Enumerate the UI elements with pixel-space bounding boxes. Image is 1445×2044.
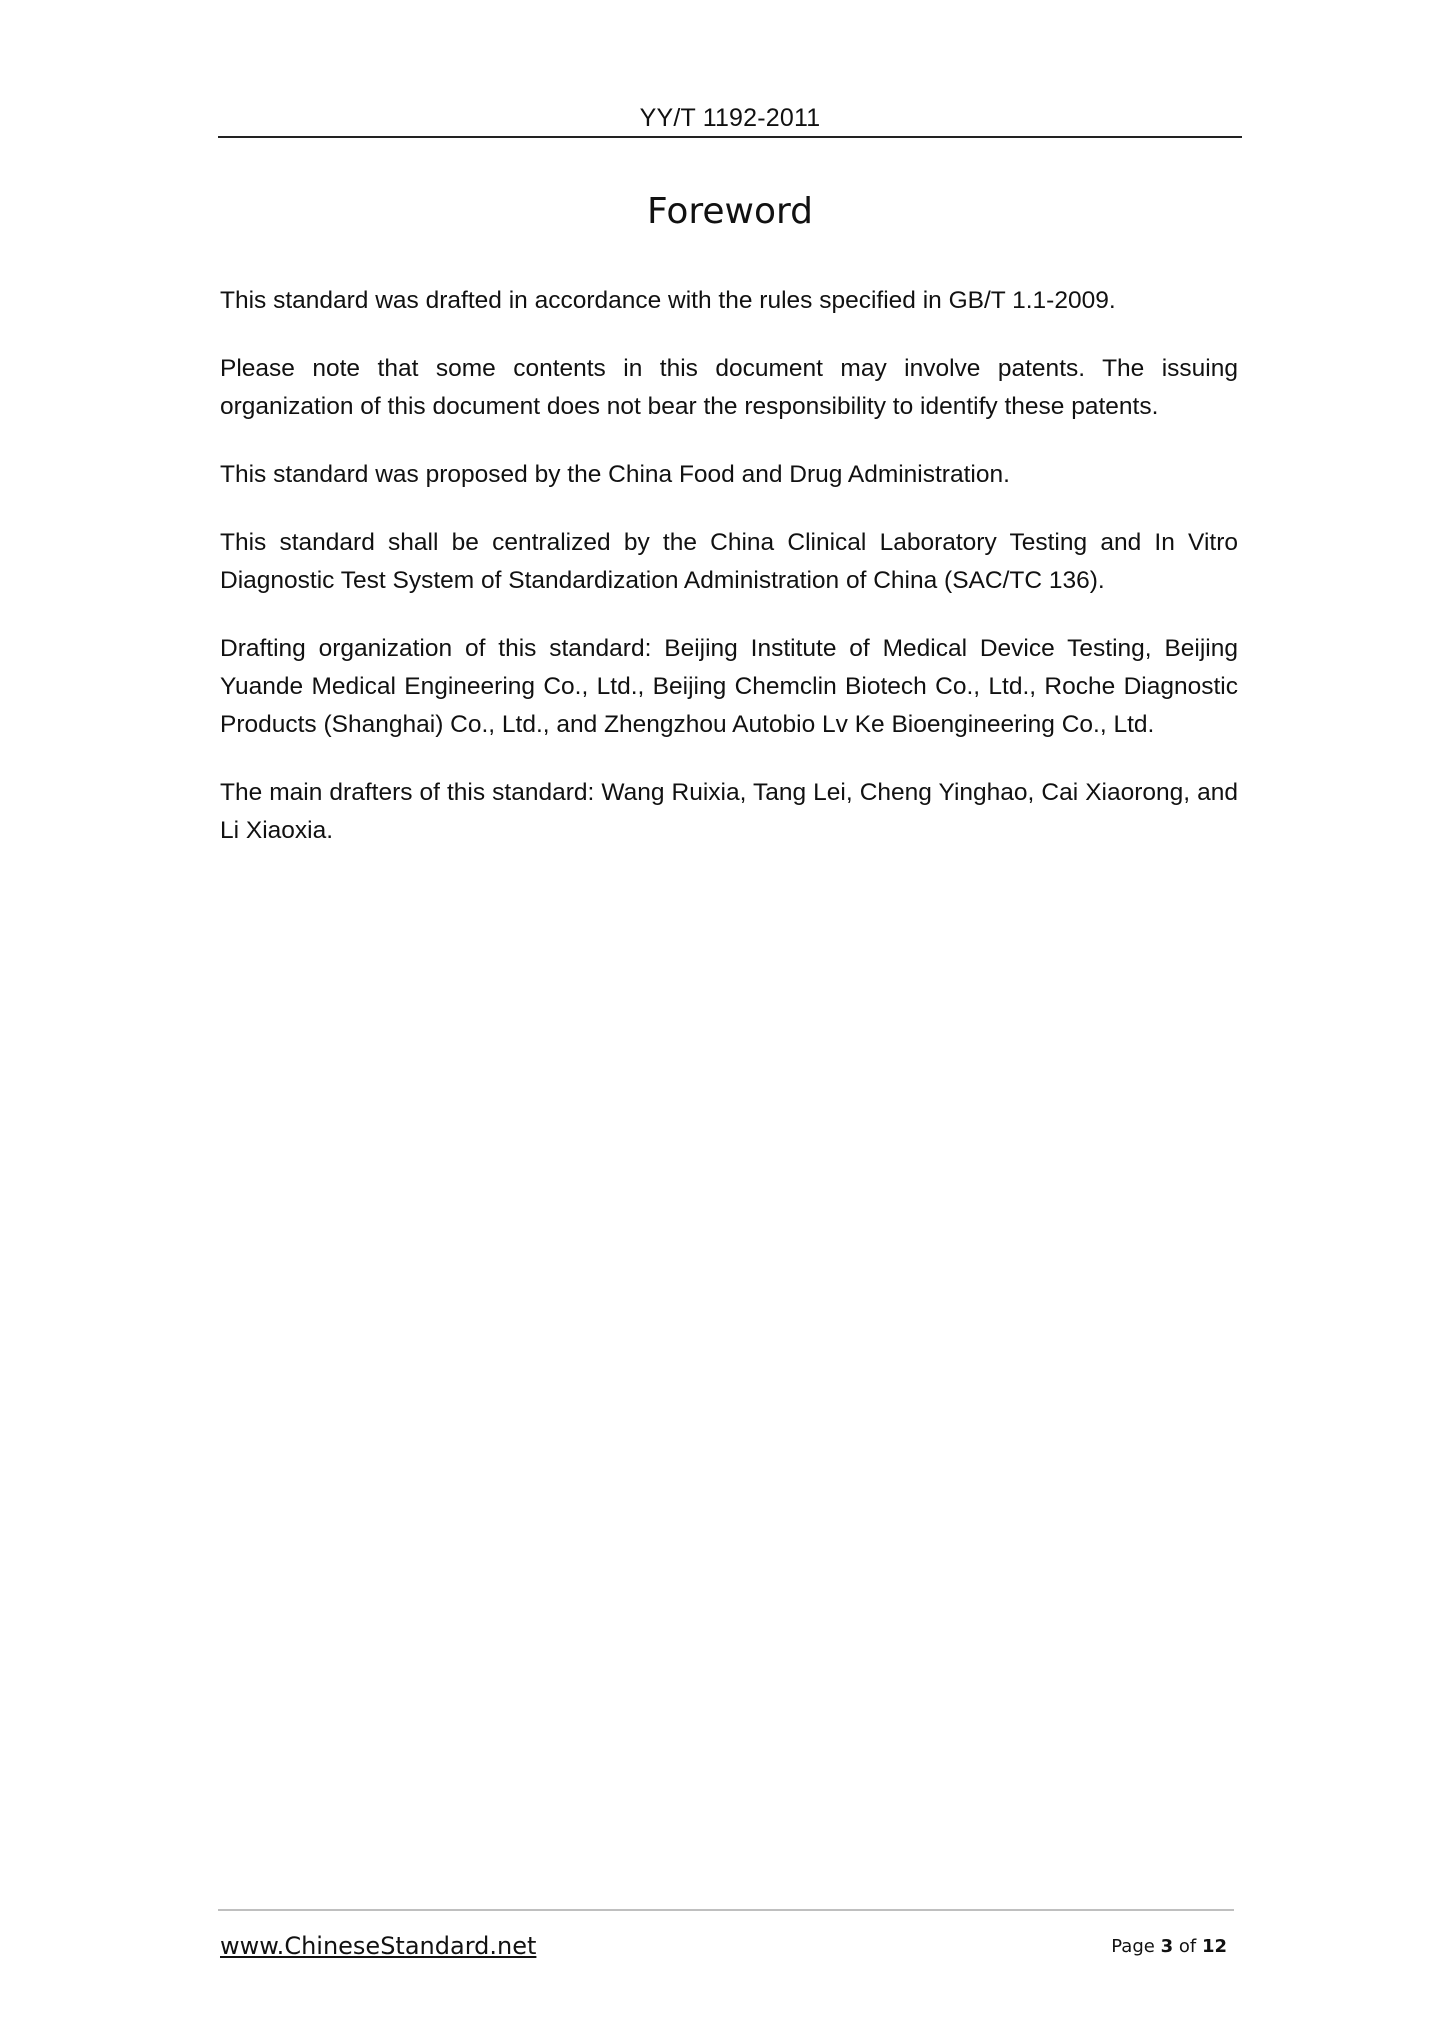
page-total: 12 [1201, 1936, 1227, 1957]
paragraph-main-drafters: The main drafters of this standard: Wang Ruixia, Tang Lei, Cheng Yinghao, Cai Xiaorong, and Li Xiaoxia. [220, 779, 1238, 844]
page-word: Page [1111, 1936, 1155, 1957]
foreword-body [220, 282, 1238, 880]
paragraph-centralized-by: This standard shall be centralized by the China Clinical Laboratory Testing and In Vitro Diagnostic Test System of Standardization Administration of China (SAC/TC 136). [220, 529, 1238, 594]
paragraph-proposed-by: This standard was proposed by the China Food and Drug Administration. [220, 461, 1010, 488]
paragraph-drafting-rules: This standard was drafted in accordance with the rules specified in GB/T 1.1-2009. [220, 287, 1116, 314]
page-current: 3 [1160, 1936, 1174, 1957]
page-of: of [1178, 1936, 1197, 1957]
standard-code: YY/T 1192-2011 [639, 104, 821, 132]
page-number [1111, 1936, 1227, 1957]
paragraph-drafting-organizations: Drafting organization of this standard: Beijing Institute of Medical Device Testing, Beijing Yuande Medical Engineering Co., Ltd., Beijing Chemclin Biotech Co., Ltd., Roche Diagnostic Products (Shanghai) Co., Ltd., and Zhengzhou Autobio Lv Ke Bioengineering Co., Ltd. [220, 635, 1238, 738]
page-title: Foreword [646, 191, 814, 232]
page-header [218, 100, 1242, 138]
paragraph-patents-notice: Please note that some contents in this document may involve patents. The issuing organization of this document does not bear the responsibility to identify these patents. [220, 355, 1238, 420]
footer-website-link[interactable]: www.ChineseStandard.net [220, 1932, 537, 1960]
footer-divider [218, 1909, 1234, 1911]
